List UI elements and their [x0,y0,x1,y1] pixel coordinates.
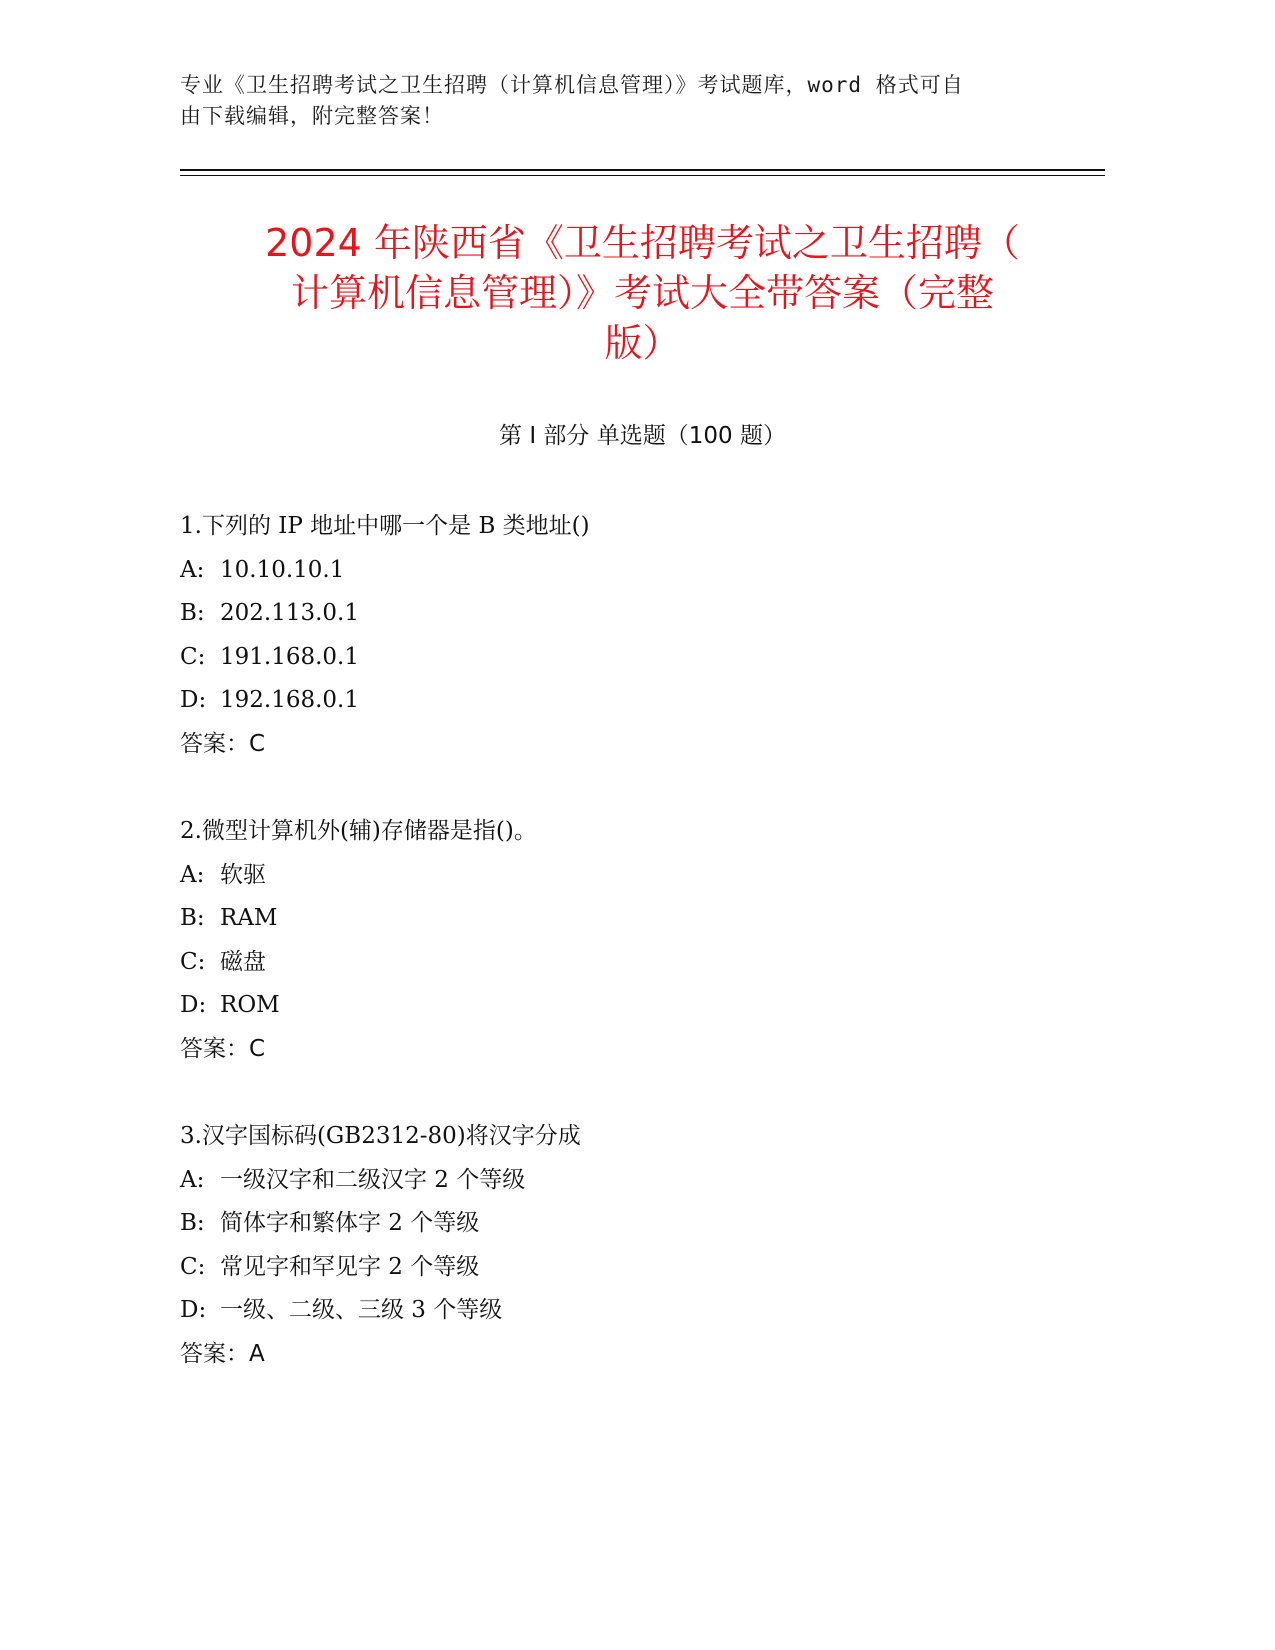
question-option [180,679,1105,723]
answer-line [180,1333,1105,1377]
option-text: 简体字和繁体字 2 个等级 [220,1210,480,1236]
option-text: 10.10.10.1 [220,556,345,583]
header-divider-thin [180,175,1105,176]
answer-value: C [249,1035,266,1062]
title-line: 计算机信息管理）》考试大全带答案（完整 [290,271,994,315]
header-divider-thick [180,169,1105,171]
question-item [180,505,1105,766]
question-option [180,1246,1105,1290]
question-item [180,810,1105,1071]
answer-value: C [249,730,266,757]
header-note-line: 专业《卫生招聘考试之卫生招聘（计算机信息管理）》考试题库，word 格式可自 [180,73,964,97]
question-option [180,941,1105,985]
question-stem: 2.微型计算机外(辅)存储器是指()。 [180,818,537,844]
question-option [180,984,1105,1028]
option-text: 191.168.0.1 [220,643,359,670]
answer-label: 答案： [180,1035,249,1062]
answer-label: 答案： [180,1340,249,1367]
option-letter: D: [180,687,207,713]
title-line: 版） [604,321,681,365]
option-letter: A: [180,1166,205,1193]
option-text: ROM [220,992,280,1018]
answer-line [180,1028,1105,1072]
option-letter: B: [180,1210,205,1236]
option-letter: C: [180,1253,206,1280]
option-letter: A: [180,861,205,888]
question-option [180,636,1105,680]
option-letter: A: [180,556,205,583]
question-stem: 3.汉字国标码(GB2312-80)将汉字分成 [180,1123,581,1149]
header-note [180,70,1040,132]
question-option [180,854,1105,898]
question-stem: 1.下列的 IP 地址中哪一个是 B 类地址() [180,513,590,539]
question-option [180,897,1105,941]
option-letter: D: [180,992,207,1018]
option-text: 192.168.0.1 [220,687,359,713]
option-letter: C: [180,643,206,670]
title-line: 2024 年陕西省《卫生招聘考试之卫生招聘（ [265,221,1020,265]
option-text: 202.113.0.1 [220,600,359,626]
answer-line [180,723,1105,767]
option-letter: B: [180,905,205,931]
header-note-line: 由下载编辑，附完整答案！ [180,104,444,128]
question-option [180,549,1105,593]
question-option [180,1289,1105,1333]
question-list [180,505,1105,1420]
question-option [180,592,1105,636]
answer-label: 答案： [180,730,249,757]
question-option [180,1159,1105,1203]
option-text: 磁盘 [220,948,266,975]
option-text: 软驱 [220,861,266,888]
option-letter: B: [180,600,205,626]
option-text: 一级汉字和二级汉字 2 个等级 [220,1166,526,1193]
answer-value: A [249,1340,265,1367]
document-title [180,218,1105,368]
question-item [180,1115,1105,1376]
option-text: RAM [220,905,278,931]
option-letter: C: [180,948,206,975]
section-heading: 第 I 部分 单选题（100 题） [499,423,786,449]
option-text: 一级、二级、三级 3 个等级 [220,1297,503,1323]
option-letter: D: [180,1297,207,1323]
question-option [180,1202,1105,1246]
option-text: 常见字和罕见字 2 个等级 [220,1253,480,1280]
